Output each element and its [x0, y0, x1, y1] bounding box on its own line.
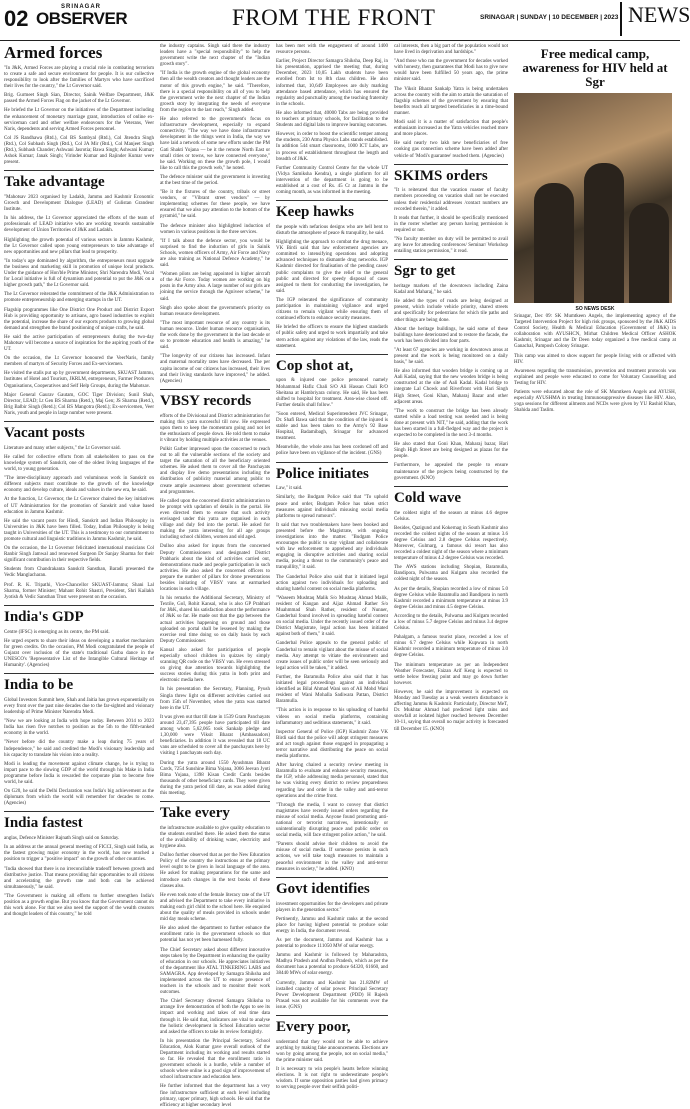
headline: Keep hawks — [276, 204, 354, 221]
paragraph: Law," it said. — [276, 486, 303, 492]
paragraph: has been met with the engagement of around 1400 resource persons. — [276, 44, 388, 56]
paragraph: Modi is leading the movement against climate change, he is trying to impart pace to the slowing GDP of the world through his Make in India programme before India is rewarded the corporate plan to become free world, he said. — [4, 761, 154, 785]
paragraph: upon & injured one police personnel namely Mohammad Hafiz Chali S/O Ali Hassan Chali R/O Sheitana at Hambriyara colony. He said, He has been shifted to hospital for treatment. Area-wise closed off. Further details shall follow." — [276, 378, 388, 408]
paragraph: The Lt Governor reiterated the commitment of the J&K Administration to promote entrepreneurship and emerging startups in the UT. — [4, 292, 154, 304]
paragraph: Flagship programmes like One District One Product and District Export Hub is providing opportunity to artisans, agro based industries to exploit the potential, increase the share of our exports products to growing global demand and strengthen the brand positioning of unique crafts, he said. — [4, 307, 154, 331]
article-police-initiates — [276, 467, 388, 873]
paragraph: Col JS Randhawa (Rtd.), Col BS Sambyal (Rtd.), Col Jitendra Singh (Rtd.), Col Subhash Singh (Rtd.), Col JA Mir (Rtd.), Col Manjeet Singh (Rtd.), Subhash Chander; Ashwani Jasrotia; Bawa Singh; Ashwani Kumar; Ashok Kumar; Janak Singh; Virinder Kumar and Rajinder Kumar were present. — [4, 135, 154, 166]
article-every-poor — [276, 1020, 388, 1092]
paragraph: "The most important resource of any country is its human resource. Under human resource organisation, the work done by the government in the last decade or so to promote education and health is amazing," he said. — [160, 320, 270, 351]
photo-figure — [584, 163, 624, 303]
paragraph: He further informed that the department has a very fine infrastructure sufficient at each level including primary, upper primary, high schools. He said that the efficiency at higher secondary level — [160, 1084, 270, 1108]
paragraph: "In today's age dominated by algorithm, the entrepreneurs must upgrade the business and marketing skill in promotion of unique local products. Under the guidance of Hon'ble Prime Minister, Shri Narendra Modi, Vocal for Local initiative is full of dynamism and potential to put the J&K on a higher growth path," the Lt Governor said. — [4, 258, 154, 289]
column-5 — [514, 44, 676, 1040]
paragraph: About the heritage buildings, he said some of these buildings have deteriorated and to restore the facade, the work has been divided into four parts. — [394, 326, 508, 344]
divider — [394, 164, 508, 165]
paragraph: In an address at the annual general meeting of FICCI, Singh said India, as the fastest growing major economy in the world, has now reached a position to trigger a "positive impact" on the growth of other countries. — [4, 845, 154, 863]
paragraph: It is necessary to win people's hearts before winning elections. It is not right to underestimate people's wisdom. If some opposition parties had given primacy to serving people over their selfish politi- — [276, 1067, 388, 1091]
paragraph: In his presentation the Principal Secretary, School Education, Alok Kumar gave overall outlook of the Department including its working and results started so far. He revealed that the enrollment ratio in government schools is a hurdle, while a number of schools where online is a good sign of improvement of school infrastructure and education here. — [160, 1038, 270, 1081]
paragraph: Furthermore, he appealed the people to ensure maintenance of the projects being constructed by the government. (KNO) — [394, 463, 508, 481]
paragraph: Kansal also asked for participation of people especially school children in quizzes by simply scanning QR code on the VBSY van. He even stressed on giving due attention towards highlighting the success stories during this yatra in both print and electronic media here. — [160, 647, 270, 684]
article-take-every — [160, 806, 270, 1109]
paragraph: He also referred to the government's focus on infrastructure development, especially to expand connectivity. "The way we have done infrastructure development in the things went in India, the way we have laid a network of some new efforts under the PM Gati Shakti Yojana — be it the remote North East or small cities or towns, we have connected everyone," he said. Working on these the growth pole, I would like to call this the growth web," he noted. — [160, 117, 270, 171]
paragraph: "The Government is making all efforts to further strengthen India's position as a growth engine. But you know that the Government cannot do this work alone. For that we also need the support of the wealth creators and thought leaders of this country," he told — [4, 893, 154, 918]
headline: Every poor, — [276, 1019, 351, 1035]
brand-name: OBSERVER — [36, 9, 128, 28]
paragraph: The AWS stations including Shopian, Baramulla, Bandipora, Pulwama and Kulgam also recorded the coldest night of the season. — [394, 565, 508, 583]
divider — [394, 486, 508, 487]
article-continued — [276, 44, 388, 196]
paragraph: Srinagar, Dec 09: SK Mumtkeen Angels, the implementing agency of the Targeted Intervention Project for high risk groups, sponsored by the J&K AIDS Control Society, Health & Medical Education (Government of J&K) in collaboration with AYUSHCN, Mirhat Children Medical Officer ASHOK Kashmir, Srinagar and the Dr Deen today organized a free medical camp at Ganachal, Pamposh Colony Srinagar. — [514, 314, 676, 350]
paragraph: "India showed that there is no irreconcilable tradeoff between growth and distributive justice. That means providing fair opportunities to all citizens and accelerating the growth rate and both can be achieved simultaneously," he said. — [4, 866, 154, 890]
paragraph: Literature and many other subjects," the Lt Governor said. — [4, 445, 121, 451]
paragraph: Pertinently, Jammu and Kashmir ranks at the second place for having highest potential to produce solar energy in India, the document reveal. — [276, 916, 388, 934]
paragraph: He even took note of the female literacy rate of the UT and advised the Department to take every initiative in making each girl child to the school here. He enquired about the quality of meals provided in schools under mid day meals scheme. — [160, 892, 270, 923]
article-cold-wave — [394, 491, 508, 733]
paragraph: On the occasion, the Lt Governor felicitated international musicians Col Ranbir Singh Jamwal and renowned Surgeon Dr Sanjay Sharma for their significant contribution in their respective fields. — [4, 546, 154, 564]
paragraph: As per the document, Jammu and Kashmir has a potential to produce 111050 MW of solar energy. — [276, 937, 388, 950]
headline: Cold wave — [394, 489, 462, 506]
paragraph: He said the active participation of entrepreneurs during the two-day Mahotsav will become a source of inspiration for the aspiring youth of the UT. — [4, 334, 154, 353]
paragraph: He also informed that, 40000 Tabs are being provided to teachers at primary schools, for facilitation to the Students and digital labs to improve learning outcomes. — [276, 110, 388, 129]
paragraph: He said the vacant posts for Hindi, Sanskrit and Indian Philosophy in Universities in J&K have been filled. Today, Indian Philosophy is being taught in Universities of the UT. This is a testimony to our commitment to promote cultural and linguistic traditions in Jammu Kashmir, he said. — [4, 518, 154, 542]
headline: Vacant posts — [4, 425, 85, 441]
paragraph: the coldest night of the season at minus 4.6 degree Celsius. — [394, 510, 508, 522]
article-india-s-gdp — [4, 610, 154, 669]
paragraph: the people with nefarious designs who are hell bent to disturb the atmosphere of peace & tranquility, he said. — [276, 224, 388, 236]
paragraph: Ganderbal Police appeals to the general public of Ganderbal to remain vigilant about the misuse of social media. Any attempt to vitiate the environment and create issues of public order will be seen seriously and legal action will be taken," it added. — [276, 641, 388, 671]
divider — [4, 170, 154, 171]
divider — [4, 421, 154, 422]
masthead — [0, 0, 690, 41]
paragraph: Jammu and Kashmir is followed by Maharashtra, Madhya Pradesh and Andhra Pradesh, which as per the document has a potential to produce 64320, 61660, and 38440 MWs of solar energy. — [276, 953, 388, 977]
article-govt-identifies — [276, 882, 388, 1011]
paragraph: "Soon entered, Medical Superintendent JVC Srinagar, Dr. Shafi Bawa said that the condition of the injured is stable and has been taken to the Army's 92 Base Hospital, Badamibagh, Srinagar for advanced treatment. — [276, 411, 388, 442]
paragraph: Dulloo further observed that as per the New Education Policy of the country the instructions at the primary level ought to be given in local language of the area. He asked for making preparations for the same and introduce such changes in the text books of these classes also. — [160, 853, 270, 889]
paragraph: "Waseem Mushtaq Malik S/o Mushtaq Ahmad Malik, resident of Kangan and Aijaz Ahmad Rather S/o Muahmmad Shah Rather, resident of Nunner, Ganderbal found involved in spreading hateful content on social media. Under the recently issued order of the District Magistrate, legal action has been initiated against both of them," it said. — [276, 595, 388, 638]
paragraph: However, in order to boost the scientific temper among the students, 230 Atma Physics Labs stands established. In addition 544 smart classrooms, 1000 ICT Labs, are in process of establishment throughout the length and breadth of J&K. — [276, 132, 388, 162]
paragraph: Further Community Control Centre for the whole UT (Vidya Samiksha Kendra), a single platform for all intervention of the department is going to be established at a cost of Rs. 45 Cr at Jammu in the coming month, as was informed in the meeting. — [276, 165, 388, 196]
article-continued — [160, 44, 270, 385]
paragraph: The Viksit Bharat Sankalp Yatra is being undertaken across the country with the aim to attain the saturation of flagship schemes of the government by ensuring that benefits reach all targeted beneficiaries in a time-bound manner. — [394, 86, 508, 116]
paragraph: "Parents should advise their children to avoid the misuse of social media. If someone persists in such actions, we will take tough measures to maintain a peaceful environment in the valley and anti-terror measures in society," he added. (KNO) — [276, 842, 388, 872]
paragraph: In his remarks the Additional Secretary, Ministry of Textile, GoI, Rohit Kansal, who is also GP Prabhari for J&K, shared his satisfaction about the performance of J&K so far. He made out that the gap between the actual activities happening on ground and those uploaded on portal shall be lessened by making the exercise real time doing so on daily basis by each Deputy Commissioner. — [160, 596, 270, 644]
paragraph: "Be it the fixtures of the country, tribals or street vendors, or "Vibrant street vendors" — by implementing schemes for these people, we have ensured that we also pay attention to the bottom of the pyramid," he said. — [160, 190, 270, 220]
article-india-to-be — [4, 678, 154, 807]
paragraph: Students from Chandrakanta Sanskrit Sansthan, Baradi presented the Vedic Manglacharan. — [4, 567, 154, 579]
paragraph: Currently, Jammu and Kashmir has 21.82MW of installed capacity of solar power. Principal Secretary Power Development Department (PDD) H Rajesh Prasad was not available for his comments over the issue. (GNS) — [276, 980, 388, 1010]
paragraph: "This action is in response to his uploading of hateful videos on social media platforms, containing inflammatory and seditious statements," it said. — [276, 708, 388, 726]
headline: Cop shot at, — [276, 357, 354, 374]
paragraph: Dulloo also asked for inputs from the concerned Deputy Commissioners and designated District Prabharis about the kind of activities carried out, demonstrations made and people participation in such activities. He also asked the concerned officers to prepare the number of pillars for drone presentations besides initiating of VBSY vans at earmarked locations in each village. — [160, 544, 270, 593]
column-1 — [4, 44, 154, 1040]
paragraph: On the occasion, the Lt Governor honoured the VeerNaris, family members of martyrs of Security Forces and Ex-servicemen. — [4, 356, 154, 368]
paragraph: Meanwhile, the whole area has been cordoned off and police have been on vigilance of the incident. (GNS) — [276, 445, 388, 457]
paragraph: "No faculty member on duty will be permitted to avail any leave for attending conferences/ Seminar/ Workshop entailing station permission," it read. — [394, 237, 508, 255]
brand-city: SRINAGAR — [60, 4, 101, 10]
paragraph: the industry captains. Singh said there the industry leaders have a "special responsibility" to help the government write the next chapter of the "Indian growth story". — [160, 44, 270, 68]
paragraph: Highlighting the growth potential of various sectors in Jammu Kashmir, the Lt Governor called upon young entrepreneurs to take advantage of new opportunities and new pillars that lead to prosperity. — [4, 237, 154, 255]
divider — [160, 389, 270, 390]
photo-caption: SO NEWS DESK — [575, 306, 615, 312]
article-india-fastest — [4, 816, 154, 918]
article-vacant-posts — [4, 426, 154, 601]
paragraph: anglas, Defence Minister Rajnath Singh said on Saturday. — [4, 836, 120, 842]
paragraph: He called upon the concerned district administration to be prompt with updation of details in the portal. He even directed them to ensure that such activity envisaged under this yatra are organised in each village and duly fed into the portal. He asked for making the yatra interesting for all age groups including school children, women and old aged. — [160, 498, 270, 541]
paragraph: heritage markets of the downtown including Zaina Kadal and Maharaj," he said. — [394, 284, 508, 296]
divider — [276, 354, 388, 355]
feature-photo — [514, 93, 672, 303]
article-armed-forces — [4, 44, 154, 166]
article-cop-shot-at — [276, 359, 388, 458]
dateline: SRINAGAR | SUNDAY | 10 DECEMBER | 2023 — [480, 14, 619, 21]
paragraph: However, he said the improvement is expected on Monday and Tuesday as a weak western disturbance is affecting Jammu & Kashmir. Particularly, Director MeT, Dr. Mukhtar Ahmad had predicted light rains and snowfall at isolated higher reached between December 10-11, saying that overall no major activity is forecasted till December 15. (KNO) — [394, 689, 508, 732]
paragraph: "Women pilots are being appointed in higher aircraft of the Air Force. Today women are working on big posts in the Army also. A large number of our girls are joining the service through the Agniveer scheme," he said. — [160, 272, 270, 302]
headline: Armed forces — [4, 43, 103, 62]
headline: Take every — [160, 805, 230, 822]
paragraph: This camp was aimed to show support for people living with or affected with HIV. — [514, 353, 676, 365]
paragraph: The minimum temperature as per an Independent Weather Forecaster, Faizan Arif Keng is expected to settle below freezing point and may go down further however. — [394, 662, 508, 686]
headline: India fastest — [4, 815, 83, 832]
headline: India's GDP — [4, 608, 84, 625]
paragraph: Prof. R. K. Tripathi, Vice-Chancellor SKUAST-Jammu; Shani Lal Sharma, former Minister; Mahant Rohit Shastri, President, Shri Kailakh Jyotish & Vedic Sansthan Trust were present on the occasion. — [4, 582, 154, 600]
section-name: NEWS — [620, 2, 688, 36]
feature-body — [514, 314, 676, 414]
feature-headline: Free medical camp, awareness for HIV held at Sgr — [522, 46, 668, 89]
column-4 — [394, 44, 508, 1040]
headline: Take advantage — [4, 174, 105, 191]
paragraph: "Mahotsav 2023 organised by Ladakh, Jammu and Kashmir Economic Growth and Development Dialogue (LEAD) of Gulistan Grandeur Institute. — [4, 195, 154, 213]
paragraph: Singh also spoke about the government's priority on human resource development. — [160, 305, 270, 317]
paragraph: The Ganderbal Police also said that it initiated legal action against two individuals for uploading and sharing hateful content on social media platforms. — [276, 574, 388, 592]
paragraph: The defence minister also highlighted induction of women in various positions in the three services. — [160, 223, 270, 235]
paragraph: The defence minister said the government is investing at the best time of the period. — [160, 174, 270, 186]
headline: SKIMS orders — [394, 167, 488, 184]
paragraph: Pulkit Garber impressed upon the concerned to reach out to all the vulnerable sections of the society and target the saturation of all the beneficiary oriented schemes. He asked them to cover all the Panchayats and display live demo presentations including the distribution of publicity material among public to create ample awareness about government schemes and programmes. — [160, 447, 270, 495]
paragraph: "At least 67 agencies are working in downtown areas at present and the work is being monitored on a daily basis," he said. — [394, 347, 508, 366]
paragraph: "And those who ran the government for decades worked with honesty, then guarantees that Modi has to give now would have been fulfilled 50 years ago, the prime minister said. — [394, 59, 508, 83]
paragraph: As per the details, Shopian recorded a low of minus 5.0 degree Celsius while Baramulla and Bandipora in north Kashmir recorded a minimum temperature at minus 3.9 degree Celsius and minus 4.5 degree Celsius. — [394, 586, 508, 610]
page-title: FROM THE FRONT — [232, 5, 436, 30]
paragraph: He briefed the officers to ensure the highest standards of public safety and urged to work impartially and take stern action against any violations of the law, reads the statement. — [276, 325, 388, 349]
article-skims-orders — [394, 169, 508, 256]
paragraph: It reads that further, it should be specifically mentioned in the roster whether any person having permission is required or not. — [394, 215, 508, 233]
headline: India to be — [4, 677, 74, 694]
page-number: 02 — [4, 6, 29, 31]
paragraph: The IGP reiterated the significance of community participation in maintaining vigilance and urged citizens to remain vigilant while ensuring them of continued efforts to enhance security measures. — [276, 297, 388, 322]
article-vbsy-records — [160, 394, 270, 797]
divider — [4, 811, 154, 812]
paragraph: "The longevity of our citizens has increased. Infant and maternal mortality rates have decreased. The per capita income of our citizens has increased, their lives and their living standards have improved," he added. (Agencies) — [160, 354, 270, 384]
paragraph: "Now we are looking at India with hope today. Between 2014 to 2023 India has risen five notches to position as the 5th to the fifth-ranked economy in the world. — [4, 719, 154, 737]
paragraph: Brig. Gurmeet Singh Sian, Director, Sainik Welfare Department, J&K passed the Armed Forces Flag on the jacket of the Lt Governor. — [4, 93, 154, 105]
divider — [4, 673, 154, 674]
paragraph: At the function, Lt Governor, the Lt Governor chaired the key initiatives of UT Administration for the promotion of Sanskrit and value based education in Jammu Kashmir. — [4, 497, 154, 515]
article-take-advantage — [4, 175, 154, 417]
paragraph: During the yatra around 1550 Ayushman Bharat Cards, 7254 Sunshine Bima Yojana, 3066 Jeevan Jyoti Bima Yojana, 1398 Kisan Credit Cards besides thousands of other beneficiary cards. They were given during the yatra period till date, as was added during this meeting. — [160, 760, 270, 796]
paragraph: Further, the Baramulla Police also said that it has initiated legal proceedings against an individual identified as Bilal Ahmad Wani son of Ali Mohd Wani resident of Wani Mohalla Sadiwara Pattan, District Baramulla. — [276, 674, 388, 705]
paragraph: The Chief Secretary directed Samagra Shiksha to arrange live demonstration of both the Apps to see its impact and working and takes of real time data through it. He said that, indicators are vital to analyse the holistic development in School Education sector and asked the officers to take its review fortnightly. — [160, 999, 270, 1035]
paragraph: He urged experts to share their ideas on developing a market mechanism for green credits. On the occasion, PM Modi congratulated the people of Gujarat over inclusion of the state's traditional Garba dance in the UNESCO's 'Representative List of the Intangible Cultural Heritage of Humanity'. (Agencies) — [4, 638, 154, 669]
paragraph: He also stated that Goni Khan, Maharaj bazar, Hari Singh High Street are being designed as plazas for the people. — [394, 442, 508, 460]
paragraph: It said that two troublemakers have been booked and presented before the Magistrate, with ongoing investigations into the matter. "Budgam Police encourages the public to stay vigilant and collaborate with law enforcement to apprehend any individuals engaging in disruptive activities and sharing social media, posing a threat to the community's peace and tranquillity," it said. — [276, 522, 388, 571]
headline: Sgr to get — [394, 263, 456, 280]
article-sgr-to-get — [394, 264, 508, 481]
paragraph: investment opportunities for the developers and private players in the generation sector." — [276, 901, 388, 913]
column-3 — [276, 44, 388, 1091]
paragraph: In his presentation the Secretary, Planning, Pyush Singla threw light on different activities carried out from 15th of November, when the yatra was started here in the UT. — [160, 687, 270, 711]
paragraph: "Never before did the country make a leap during 75 years of Independence," he said and credited the Modi's visionary leadership and his capacity to translate his vision into a reality. — [4, 740, 154, 758]
paragraph: The Chief Secretary asked about different innovative steps taken by the Department in enhancing the quality of education in our schools. He appreciates initiatives of the department like ATAL TINKERING LABS and SAMAGRA. App developed by Samagra Shiksha and implemented across the UT to ensure presence of teachers in the schools and to monitor their work outcomes. — [160, 947, 270, 996]
paragraph: understand that they would not be able to achieve anything by making fake announcements. Elections are won by going among the people, not on social media," the prime minister said. — [276, 1039, 388, 1064]
paragraph: Major General Gaurav Gautam, GOC Tiger Division; Sunil Shah, Director, LEAD; Lt Gen BS Sharma (Retd.), Maj Gen; JS Sharma (Retd.), Brig Balbir Singh (Retd.); Col BS Mangotra (Retd.); Ex-servicemen, Veer Naris, youth and people in large number were present. — [4, 392, 154, 416]
photo-figure — [629, 203, 669, 303]
divider — [276, 462, 388, 463]
paragraph: Pahalgam, a famous tourist place, recorded a low of minus 6.7 degree Celsius while Kupwara in north Kashmir recorded a minimum temperature of minus 3.0 degree Celsius. — [394, 635, 508, 659]
headline: VBSY records — [160, 392, 252, 409]
divider — [276, 200, 388, 201]
paragraph: He briefed the Lt Governor on the initiatives of the Department including the enhancement of monetary marriage grant, introduction of online ex-serviceman card and other welfare endeavours for the Veterans, Veer Naris, dependents and serving Armed Forces personnel. — [4, 108, 154, 132]
paragraph: He said nearly two lakh new beneficiaries of free cooking gas connection scheme have been added after vehicle of 'Modi's guarantee' reached them. (Agencies) — [394, 141, 508, 159]
paragraph: "The inter-disciplinary approach and voluminous work in Sanskrit on different subjects must contribute to the growth of the knowledge economy and develop culture, ideals and values in the new era, he said. — [4, 476, 154, 494]
paragraph: It was given out that till date in 1539 Gram Panchayats around 23,47,395 people have participated till date among whom 5,62,065 took Sankalp pledge and 1,30,000 were Viksit Bharat (Ambassadors) beneficiaries. In addition it was revealed that 18 UC vans are scheduled to cover all the panchayats here by visiting 1 panchayats each day. — [160, 714, 270, 757]
paragraph: After having chaired a security review meeting in Baramulla to evaluate and enhance security measures, the IGP, while addressing media personnel, stated that he was visiting every district to review preparedness regarding law and order in the valley and anti-terror operations and the crime front. — [276, 763, 388, 799]
divider — [4, 605, 154, 606]
paragraph: "It is reiterated that the vacation roaster of faculty members proceeding on vacation shall not be executed unless their residential addresses /contact numbers are recorded therein," it added. — [394, 188, 508, 212]
paragraph: Similarly, the Budgam Police said that "To uphold peace and order, Budgam Police has taken strict measures against individuals misusing social media platforms to spread rumours". — [276, 495, 388, 519]
headline: Police initiates — [276, 465, 369, 482]
paragraph: "Through the media, I want to convey that district magistrates have recently issued orders regarding the misuse of social media. Anyone found promoting anti-national or terrorist narratives, intentionally or unintentionally disrupting peace and public order on social media, will face stringent police action," he said. — [276, 802, 388, 839]
paragraph: Highlighting the approach to combat the drug menace, VK Birdi said that law enforcement agencies are committed to intensifying operations and adopting advanced techniques to dismantle drug networks. IGP Kashmir directed for finalisation of the pending cases/ public complaints to give the relief to the general public and directed for speedy disposal of cases assigned to them for conducting the investigation, he said. — [276, 240, 388, 294]
paragraph: He also informed that wooden bridge is coming up at Aali Kadal, saying that the new wooden bridge is being constructed at the site of Aali Kadal. Kadal bridge to integrate Lal Chowk and Riverfront with Hari Singh High Street, Goni Khan, Maharaj Bazar and other adjacent areas. — [394, 369, 508, 405]
paragraph: In his address, the Lt Governor appreciated the efforts of the team of professionals of LEAD initiative who are working towards sustainable development of Union Territories of J&K and Ladakh. — [4, 216, 154, 234]
brand-logo — [36, 4, 126, 36]
paragraph: Centre (IFSC) is emerging as its centre, the PM said. — [4, 629, 110, 635]
paragraph: He added the types of roads are being designed at present, which include vehicle priority, shared streets and specifically for pedestrians for which tile paths and other things are being done. — [394, 299, 508, 323]
paragraph: Patients were educated about the role of SK Mumtkeen Angels and AYUSH, especially AYUSHMA in treating Immunosuppressive diseases like HIV. Also, yoga sessions for different ailments and NCDs were given by YU Rashid Khan, Shahida and Taslim. — [514, 390, 676, 414]
paragraph: Inspector General of Police (IGP) Kashmir Zone VK Birdi said that the police will adopt stringent measures and act tough against those engaged in propagating a terror narrative and distributing the peace on social media platforms. — [276, 729, 388, 760]
paragraph: Modi said it is a matter of satisfaction that people's enthusiasm increased as the Yatra vehicles reached more and more places. — [394, 120, 508, 138]
paragraph: Global Investors Summit here, Shah and Jaitia has grown exponentially on every front over the past nine decades due to the far-sighted and visionary leadership of Prime Minister Narendra Modi. — [4, 697, 154, 716]
paragraph: "In J&K, Armed Forces are playing a crucial role in combating terrorism to create a safe and secure environment for people. It is our collective responsibility to look after the families of Martyrs who have sacrificed their lives for the country," the Lt Governor said. — [4, 65, 154, 90]
divider — [394, 259, 508, 260]
paragraph: On G20, he said the Delhi Declaration was India's big achievement as the diplomats from which the world will remember for decades to come. (Agencies) — [4, 789, 154, 807]
photo-figure — [534, 183, 574, 303]
divider — [160, 801, 270, 802]
divider — [276, 1015, 388, 1016]
paragraph: efforts of the Divisional and District administration for making this yatra successful till now. He expressed upon them to keep the momentum going and not let the enthusiasm of people down. He told them to make it vibrant by holding multiple activities at the venues. — [160, 413, 270, 443]
paragraph: He also asked the department to further enhance the enrollment ratio in the government schools so that potential has not yet been harnessed fully. — [160, 926, 270, 944]
paragraph: the infrastructure available to give quality education to the students enrolled there. He asked them the status of the availability of drinking water, electricity and hygiene also. — [160, 825, 270, 850]
paragraph: According to the details, Pulwama and Kulgam recorded a low of minus 5.7 degree Celsius and minus 3.4 degree Celsius. — [394, 613, 508, 632]
paragraph: He visited the stalls put up by government departments, SKUAST Jammu, Institutes of Hotel and Tourism, JKRLM, entrepreneurs, Farmer Producers Organisations, Cooperatives and Self Help Groups, during the Mahotsav. — [4, 371, 154, 389]
article-keep-hawks — [276, 205, 388, 350]
divider — [276, 877, 388, 878]
paragraph: "The work to construct the bridge has been already started while a load testing was needed and is being done at present with NIT," he said, adding that the work has been started in a full-fledged way and the project is expected to be completed in the next 3-4 months. — [394, 408, 508, 439]
paragraph: cal interests, then a big part of the population would not have lived in deprivation and hardships." — [394, 44, 508, 56]
column-2 — [160, 44, 270, 1108]
paragraph: Besides, Qazigund and Kokernag in South Kashmir also recorded the coldest nights of the season at minus 3.6 degree Celsius and 2.8 degree Celsius respectively. Moreover, Gulmarg, a famous ski resort has also recorded a coldest night of the season where a minimum temperature of minus 4.2 degree Celsius was recorded. — [394, 525, 508, 562]
paragraph: "If I talk about the defence sector, you would be surprised to find the induction of girls in Sainik Schools, women officers of Army, Air Force and Navy are also training as National Defence Academy," he said. — [160, 238, 270, 269]
paragraph: Awareness regarding the transmission, prevention and treatment protocols was explained and people were educated to come for Voluntary Counselling and Testing for HIV. — [514, 368, 676, 386]
paragraph: He called for collective efforts from all stakeholders to pass on the knowledge system of Sanskrit, one of the oldest living languages of the world, to young generation. — [4, 454, 154, 473]
article-continued — [394, 44, 508, 160]
headline: Govt identifies — [276, 880, 370, 897]
paragraph: "If India is the growth engine of the global economy then all the wealth creators and thought leaders are the motor of this growth engine," he said. "Therefore, there is a special responsibility on all of you to help the government write the next chapter of the Indian growth story by integrating the needs of everyone from the region to the last reach," Singh added. — [160, 71, 270, 113]
paragraph: Earlier, Project Director Samagra Shiksha, Deep Raj, in his presentation, apprised the meeting that, during December, 2023 10,05 Lakh students have been enrolled from Ist to 8th class children. He also informed that, 10,649 Employees are duly marking attendance based attendance, which has ensured the regularity and punctuality among the teaching fraternity in the schools. — [276, 59, 388, 107]
